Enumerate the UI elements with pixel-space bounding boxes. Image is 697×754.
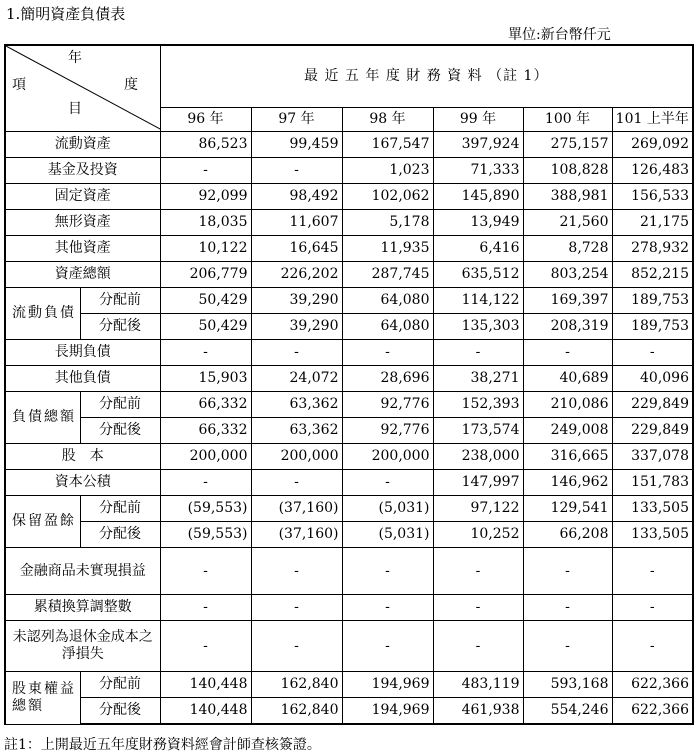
value-cell: 554,246 bbox=[523, 698, 612, 725]
value-cell: 226,202 bbox=[251, 262, 342, 288]
value-cell: 92,099 bbox=[160, 184, 251, 210]
corner-mu: 目 bbox=[68, 101, 82, 117]
table-row bbox=[5, 496, 693, 522]
table-row bbox=[5, 672, 693, 698]
row-sub-label: 分配後 bbox=[80, 698, 160, 725]
value-cell: 852,215 bbox=[612, 262, 693, 288]
table-row bbox=[5, 392, 693, 418]
row-group-label: 流動負債 bbox=[5, 288, 80, 340]
value-cell: 24,072 bbox=[251, 366, 342, 392]
value-cell: 483,119 bbox=[433, 672, 523, 698]
value-cell: - bbox=[612, 621, 693, 672]
row-sub-label: 分配後 bbox=[80, 522, 160, 548]
row-sub-label: 分配前 bbox=[80, 392, 160, 418]
row-group-label: 負債總額 bbox=[5, 392, 80, 444]
value-cell: 39,290 bbox=[251, 314, 342, 340]
table-row bbox=[5, 210, 693, 236]
value-cell: 11,935 bbox=[342, 236, 433, 262]
row-label: 資本公積 bbox=[5, 470, 160, 496]
value-cell: 5,178 bbox=[342, 210, 433, 236]
row-label: 資產總額 bbox=[5, 262, 160, 288]
value-cell: 210,086 bbox=[523, 392, 612, 418]
value-cell: 316,665 bbox=[523, 444, 612, 470]
value-cell: 98,492 bbox=[251, 184, 342, 210]
value-cell: 133,505 bbox=[612, 522, 693, 548]
row-label: 基金及投資 bbox=[5, 158, 160, 184]
value-cell: - bbox=[160, 158, 251, 184]
value-cell: 6,416 bbox=[433, 236, 523, 262]
value-cell: (5,031) bbox=[342, 496, 433, 522]
page-title: 1.簡明資產負債表 bbox=[6, 5, 126, 23]
value-cell: 40,689 bbox=[523, 366, 612, 392]
value-cell: 66,208 bbox=[523, 522, 612, 548]
value-cell: 189,753 bbox=[612, 314, 693, 340]
row-sub-label: 分配前 bbox=[80, 288, 160, 314]
value-cell: (37,160) bbox=[251, 496, 342, 522]
value-cell: (37,160) bbox=[251, 522, 342, 548]
value-cell: 194,969 bbox=[342, 698, 433, 725]
value-cell: - bbox=[251, 595, 342, 621]
table-row bbox=[5, 470, 693, 496]
value-cell: - bbox=[433, 340, 523, 366]
value-cell: 152,393 bbox=[433, 392, 523, 418]
corner-item: 項 bbox=[12, 77, 26, 93]
value-cell: 388,981 bbox=[523, 184, 612, 210]
table-row bbox=[5, 595, 693, 621]
value-cell: 140,448 bbox=[160, 698, 251, 725]
row-sub-label: 分配前 bbox=[80, 672, 160, 698]
year-header: 96 年 bbox=[160, 108, 251, 132]
value-cell: 194,969 bbox=[342, 672, 433, 698]
value-cell: - bbox=[251, 158, 342, 184]
value-cell: 66,332 bbox=[160, 418, 251, 444]
header-corner-cell bbox=[5, 45, 160, 132]
value-cell: 275,157 bbox=[523, 132, 612, 158]
year-header: 98 年 bbox=[342, 108, 433, 132]
value-cell: 287,745 bbox=[342, 262, 433, 288]
value-cell: 99,459 bbox=[251, 132, 342, 158]
value-cell: 169,397 bbox=[523, 288, 612, 314]
value-cell: 189,753 bbox=[612, 288, 693, 314]
header-span-title: 最 近 五 年 度 財 務 資 料 （註 1） bbox=[160, 45, 693, 108]
value-cell: 229,849 bbox=[612, 392, 693, 418]
value-cell: 126,483 bbox=[612, 158, 693, 184]
value-cell: (5,031) bbox=[342, 522, 433, 548]
value-cell: - bbox=[612, 595, 693, 621]
value-cell: 63,362 bbox=[251, 392, 342, 418]
value-cell: - bbox=[433, 621, 523, 672]
value-cell: 269,092 bbox=[612, 132, 693, 158]
value-cell: - bbox=[160, 548, 251, 595]
table-row bbox=[5, 288, 693, 314]
value-cell: 39,290 bbox=[251, 288, 342, 314]
value-cell: - bbox=[160, 470, 251, 496]
value-cell: 229,849 bbox=[612, 418, 693, 444]
table-row bbox=[5, 548, 693, 595]
value-cell: 397,924 bbox=[433, 132, 523, 158]
value-cell: 635,512 bbox=[433, 262, 523, 288]
value-cell: 21,175 bbox=[612, 210, 693, 236]
value-cell: 162,840 bbox=[251, 672, 342, 698]
value-cell: 40,096 bbox=[612, 366, 693, 392]
row-label: 固定資產 bbox=[5, 184, 160, 210]
row-label: 累積換算調整數 bbox=[5, 595, 160, 621]
value-cell: 208,319 bbox=[523, 314, 612, 340]
value-cell: - bbox=[251, 470, 342, 496]
value-cell: 92,776 bbox=[342, 392, 433, 418]
value-cell: (59,553) bbox=[160, 522, 251, 548]
value-cell: - bbox=[251, 548, 342, 595]
value-cell: 140,448 bbox=[160, 672, 251, 698]
table-row bbox=[5, 366, 693, 392]
table-row bbox=[5, 698, 693, 725]
value-cell: 50,429 bbox=[160, 314, 251, 340]
value-cell: - bbox=[523, 595, 612, 621]
value-cell: 129,541 bbox=[523, 496, 612, 522]
table-row bbox=[5, 184, 693, 210]
value-cell: 8,728 bbox=[523, 236, 612, 262]
row-sub-label: 分配後 bbox=[80, 418, 160, 444]
value-cell: 337,078 bbox=[612, 444, 693, 470]
row-sub-label: 分配前 bbox=[80, 496, 160, 522]
value-cell: 21,560 bbox=[523, 210, 612, 236]
table-row bbox=[5, 340, 693, 366]
value-cell: 102,062 bbox=[342, 184, 433, 210]
value-cell: - bbox=[433, 548, 523, 595]
row-label: 長期負債 bbox=[5, 340, 160, 366]
value-cell: 162,840 bbox=[251, 698, 342, 725]
table-row bbox=[5, 158, 693, 184]
year-header: 100 年 bbox=[523, 108, 612, 132]
value-cell: 10,252 bbox=[433, 522, 523, 548]
value-cell: 66,332 bbox=[160, 392, 251, 418]
value-cell: 16,645 bbox=[251, 236, 342, 262]
row-sub-label: 分配後 bbox=[80, 314, 160, 340]
value-cell: 593,168 bbox=[523, 672, 612, 698]
corner-degree: 度 bbox=[124, 77, 138, 93]
value-cell: 63,362 bbox=[251, 418, 342, 444]
value-cell: 15,903 bbox=[160, 366, 251, 392]
year-header: 97 年 bbox=[251, 108, 342, 132]
value-cell: - bbox=[612, 340, 693, 366]
row-label: 其他負債 bbox=[5, 366, 160, 392]
table-row bbox=[5, 314, 693, 340]
value-cell: 622,366 bbox=[612, 698, 693, 725]
value-cell: 278,932 bbox=[612, 236, 693, 262]
value-cell: - bbox=[612, 548, 693, 595]
table-row bbox=[5, 621, 693, 672]
footnote: 註1：上開最近五年度財務資料經會計師查核簽證。 bbox=[4, 737, 321, 753]
value-cell: - bbox=[523, 548, 612, 595]
table-row bbox=[5, 418, 693, 444]
table-row bbox=[5, 236, 693, 262]
balance-sheet-table bbox=[4, 44, 694, 725]
row-group-label: 股東權益總額 bbox=[5, 672, 80, 725]
value-cell: 803,254 bbox=[523, 262, 612, 288]
value-cell: 167,547 bbox=[342, 132, 433, 158]
value-cell: 1,023 bbox=[342, 158, 433, 184]
value-cell: - bbox=[251, 340, 342, 366]
value-cell: 50,429 bbox=[160, 288, 251, 314]
value-cell: - bbox=[342, 621, 433, 672]
value-cell: 86,523 bbox=[160, 132, 251, 158]
value-cell: 249,008 bbox=[523, 418, 612, 444]
value-cell: 145,890 bbox=[433, 184, 523, 210]
value-cell: 173,574 bbox=[433, 418, 523, 444]
row-label: 流動資產 bbox=[5, 132, 160, 158]
value-cell: 97,122 bbox=[433, 496, 523, 522]
row-label: 金融商品未實現損益 bbox=[5, 548, 160, 595]
value-cell: 114,122 bbox=[433, 288, 523, 314]
value-cell: 13,949 bbox=[433, 210, 523, 236]
value-cell: 11,607 bbox=[251, 210, 342, 236]
value-cell: 10,122 bbox=[160, 236, 251, 262]
corner-year: 年 bbox=[68, 50, 82, 66]
unit-label: 單位:新台幣仟元 bbox=[508, 27, 611, 43]
value-cell: - bbox=[342, 548, 433, 595]
value-cell: 92,776 bbox=[342, 418, 433, 444]
value-cell: - bbox=[251, 621, 342, 672]
row-group-label: 保留盈餘 bbox=[5, 496, 80, 548]
value-cell: 38,271 bbox=[433, 366, 523, 392]
row-label: 無形資產 bbox=[5, 210, 160, 236]
value-cell: 28,696 bbox=[342, 366, 433, 392]
value-cell: - bbox=[523, 340, 612, 366]
year-header: 99 年 bbox=[433, 108, 523, 132]
table-row bbox=[5, 444, 693, 470]
value-cell: 108,828 bbox=[523, 158, 612, 184]
year-header: 101 上半年 bbox=[612, 108, 693, 132]
value-cell: 146,962 bbox=[523, 470, 612, 496]
value-cell: 64,080 bbox=[342, 314, 433, 340]
value-cell: - bbox=[160, 340, 251, 366]
row-label: 其他資產 bbox=[5, 236, 160, 262]
value-cell: 156,533 bbox=[612, 184, 693, 210]
row-label: 未認列為退休金成本之淨損失 bbox=[5, 621, 160, 672]
value-cell: - bbox=[160, 621, 251, 672]
row-label: 股 本 bbox=[5, 444, 160, 470]
value-cell: 238,000 bbox=[433, 444, 523, 470]
value-cell: 135,303 bbox=[433, 314, 523, 340]
value-cell: 64,080 bbox=[342, 288, 433, 314]
value-cell: - bbox=[433, 595, 523, 621]
value-cell: - bbox=[523, 621, 612, 672]
value-cell: 622,366 bbox=[612, 672, 693, 698]
value-cell: 147,997 bbox=[433, 470, 523, 496]
table-row bbox=[5, 262, 693, 288]
value-cell: 133,505 bbox=[612, 496, 693, 522]
value-cell: 18,035 bbox=[160, 210, 251, 236]
value-cell: 71,333 bbox=[433, 158, 523, 184]
value-cell: - bbox=[342, 340, 433, 366]
value-cell: - bbox=[342, 595, 433, 621]
value-cell: - bbox=[342, 470, 433, 496]
value-cell: (59,553) bbox=[160, 496, 251, 522]
value-cell: - bbox=[160, 595, 251, 621]
value-cell: 200,000 bbox=[160, 444, 251, 470]
value-cell: 206,779 bbox=[160, 262, 251, 288]
table-row bbox=[5, 522, 693, 548]
value-cell: 461,938 bbox=[433, 698, 523, 725]
table-row bbox=[5, 132, 693, 158]
value-cell: 151,783 bbox=[612, 470, 693, 496]
value-cell: 200,000 bbox=[251, 444, 342, 470]
value-cell: 200,000 bbox=[342, 444, 433, 470]
